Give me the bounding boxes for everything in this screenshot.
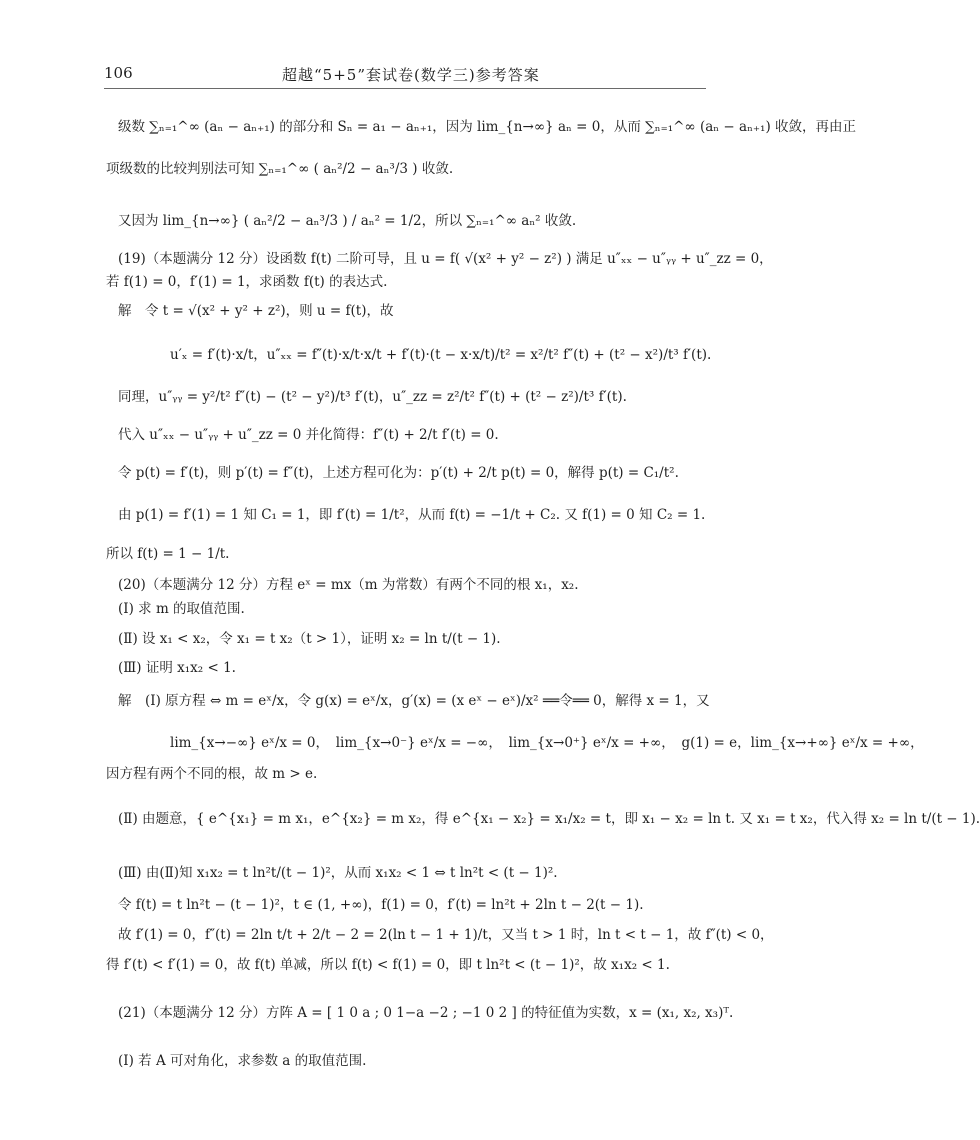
text-line: 又因为 lim_{n→∞} ( aₙ²/2 − aₙ³/3 ) / aₙ² = 1/2，所以 ∑ₙ₌₁^∞ aₙ² 收敛. xyxy=(118,213,577,229)
text-line: 同理，u″ᵧᵧ = y²/t² f″(t) − (t² − y²)/t³ f′(t)，u″_zz = z²/t² f″(t) + (t² − z²)/t³ f′(t). xyxy=(118,389,627,405)
text-line: 代入 u″ₓₓ − u″ᵧᵧ + u″_zz = 0 并化简得：f″(t) + 2/t f′(t) = 0. xyxy=(118,427,499,443)
text-line: (Ⅱ) 设 x₁ < x₂，令 x₁ = t x₂（t > 1），证明 x₂ = ln t/(t − 1). xyxy=(118,631,501,647)
text-line: 所以 f(t) = 1 − 1/t. xyxy=(106,546,230,562)
problem-19-statement: (19)（本题满分 12 分）设函数 f(t) 二阶可导，且 u = f( √(x² + y² − z²) ) 满足 u″ₓₓ − u″ᵧᵧ + u″_zz = 0， xyxy=(118,251,773,267)
text-line: 级数 ∑ₙ₌₁^∞ (aₙ − aₙ₊₁) 的部分和 Sₙ = a₁ − aₙ₊₁，因为 lim_{n→∞} aₙ = 0，从而 ∑ₙ₌₁^∞ (aₙ − aₙ₊₁) 收敛，再由正 xyxy=(118,119,857,135)
text-line: 项级数的比较判别法可知 ∑ₙ₌₁^∞ ( aₙ²/2 − aₙ³/3 ) 收敛. xyxy=(106,161,454,177)
equation-line: u′ₓ = f′(t)·x/t，u″ₓₓ = f″(t)·x/t·x/t + f′(t)·(t − x·x/t)/t² = x²/t² f″(t) + (t² − x²)/t³ f′(t). xyxy=(170,347,712,363)
text-line: (Ⅰ) 若 A 可对角化，求参数 a 的取值范围. xyxy=(118,1053,367,1069)
page-number: 106 xyxy=(104,64,133,82)
text-line: 令 f(t) = t ln²t − (t − 1)²，t ∈ (1, +∞)，f(1) = 0，f′(t) = ln²t + 2ln t − 2(t − 1). xyxy=(118,897,644,913)
running-title: 超越“5+5”套试卷(数学三)参考答案 xyxy=(282,66,540,84)
text-line: 因方程有两个不同的根，故 m > e. xyxy=(106,766,318,782)
text-line: 由 p(1) = f′(1) = 1 知 C₁ = 1，即 f′(t) = 1/t²，从而 f(t) = −1/t + C₂. 又 f(1) = 0 知 C₂ = 1. xyxy=(118,507,706,523)
solution-20-start: 解 (Ⅰ) 原方程 ⇔ m = eˣ/x，令 g(x) = eˣ/x，g′(x) = (x eˣ − eˣ)/x² ══令══ 0，解得 x = 1，又 xyxy=(118,693,710,709)
text-line: (Ⅱ) 由题意，{ e^{x₁} = m x₁，e^{x₂} = m x₂，得 e^{x₁ − x₂} = x₁/x₂ = t，即 x₁ − x₂ = ln t. 又 x₁ = t x₂，代入得 x₂ = ln t/(t − 1). xyxy=(118,811,980,827)
problem-20-statement: (20)（本题满分 12 分）方程 eˣ = mx（m 为常数）有两个不同的根 x₁，x₂. xyxy=(118,577,579,593)
text-line: 得 f′(t) < f′(1) = 0，故 f(t) 单减，所以 f(t) < f(1) = 0，即 t ln²t < (t − 1)²，故 x₁x₂ < 1. xyxy=(106,957,670,973)
text-line: (Ⅲ) 由(Ⅱ)知 x₁x₂ = t ln²t/(t − 1)²，从而 x₁x₂ < 1 ⇔ t ln²t < (t − 1)². xyxy=(118,865,558,881)
text-line: 令 p(t) = f′(t)，则 p′(t) = f″(t)，上述方程可化为：p′(t) + 2/t p(t) = 0，解得 p(t) = C₁/t². xyxy=(118,465,679,481)
equation-line: lim_{x→−∞} eˣ/x = 0， lim_{x→0⁻} eˣ/x = −∞， lim_{x→0⁺} eˣ/x = +∞， g(1) = e，lim_{x→+∞} eˣ/x = +∞， xyxy=(170,735,924,751)
text-line: (Ⅲ) 证明 x₁x₂ < 1. xyxy=(118,660,236,676)
solution-19-start: 解 令 t = √(x² + y² + z²)，则 u = f(t)，故 xyxy=(118,303,394,319)
text-line: 若 f(1) = 0，f′(1) = 1，求函数 f(t) 的表达式. xyxy=(106,274,388,290)
text-line: (Ⅰ) 求 m 的取值范围. xyxy=(118,601,245,617)
text-line: 故 f′(1) = 0，f″(t) = 2ln t/t + 2/t − 2 = 2(ln t − 1 + 1)/t，又当 t > 1 时，ln t < t − 1，故 f″(t) < 0， xyxy=(118,927,774,943)
page-header xyxy=(104,64,704,92)
header-rule xyxy=(104,88,706,89)
problem-21-statement: (21)（本题满分 12 分）方阵 A = [ 1 0 a ; 0 1−a −2 ; −1 0 2 ] 的特征值为实数，x = (x₁, x₂, x₃)ᵀ. xyxy=(118,1005,734,1021)
